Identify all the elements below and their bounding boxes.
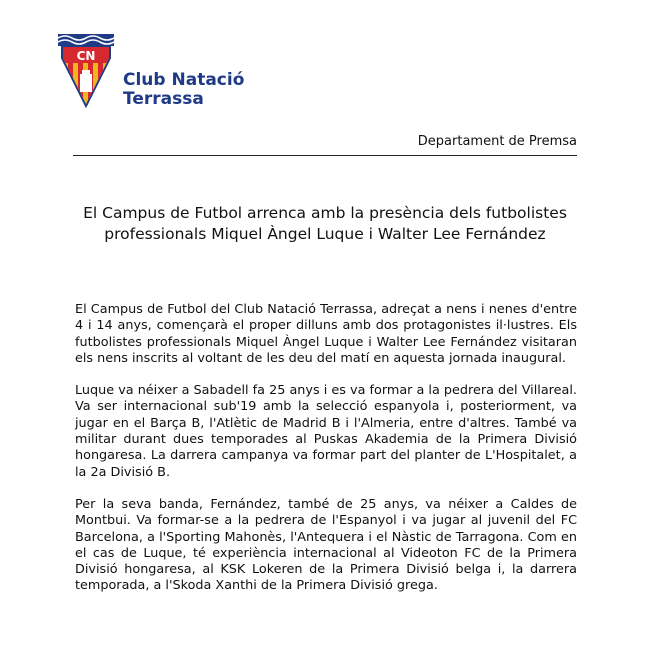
paragraph: Per la seva banda, Fernández, també de 25 anys, va néixer a Caldes de Montbui. Va formar-se a la pedrera de l'Espanyol i va jugar al juvenil del FC Barcelona, a l'Sporting Mahonès, l'Antequera i el Nàstic de Tarragona. Com en el cas de Luque, té experiència internacional al Videoton FC de la Primera Divisió hongaresa, al KSK Lokeren de la Primera Divisió belga i, la darrera temporada, a l'Skoda Xanthi de la Primera Divisió grega. [75, 496, 577, 594]
club-name [123, 71, 244, 109]
club-name-line2: Terrassa [123, 89, 204, 109]
paragraph: El Campus de Futbol del Club Natació Terrassa, adreçat a nens i nenes d'entre 4 i 14 anys, començarà el proper dilluns amb dos protagonistes il·lustres. Els futbolistes professionals Miquel Àngel Luque i Walter Lee Fernández visitaran els nens inscrits al voltant de les deu del matí en aquesta jornada inaugural. [75, 302, 577, 366]
article-headline: El Campus de Futbol arrenca amb la presència dels futbolistes professionals Miquel Àngel Luque i Walter Lee Fernández [83, 204, 567, 243]
club-name-line1: Club Natació [123, 70, 245, 90]
crest-letters: CN [76, 49, 96, 63]
paragraph: Luque va néixer a Sabadell fa 25 anys i es va formar a la pedrera del Villareal. Va ser internacional sub'19 amb la selecció espanyola i, posteriorment, va jugar en el Barça B, l'Atlètic de Madrid B i l'Almeria, entre d'altres. També va militar durant dues temporades al Puskas Akademia de la Primera Divisió hongaresa. La darrera campanya va formar part del planter de L'Hospitalet, a la 2a Divisió B. [75, 383, 577, 480]
department-label: Departament de Premsa [417, 134, 577, 149]
club-crest-logo [56, 30, 116, 110]
article-body [75, 302, 577, 611]
header-divider [73, 155, 577, 156]
